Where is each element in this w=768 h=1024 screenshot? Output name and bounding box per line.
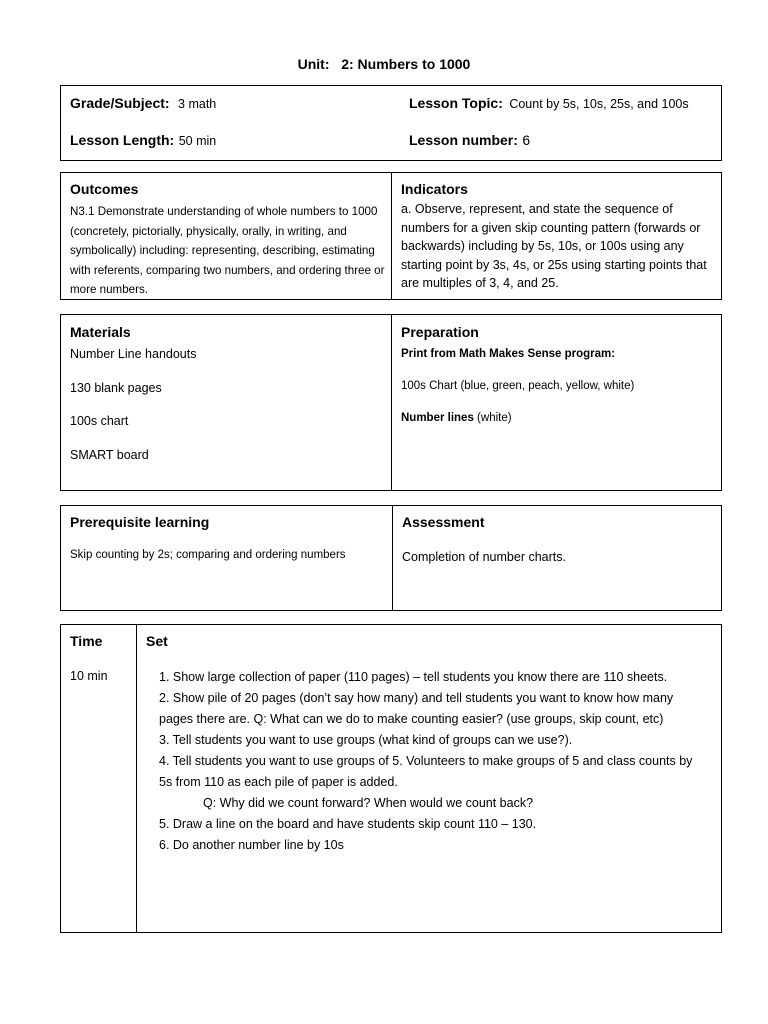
materials-item: 130 blank pages [70,381,162,395]
preparation-line-3-bold: Number lines [401,412,474,424]
set-steps [159,667,699,856]
set-step: 2. Show pile of 20 pages (don’t say how many) and tell students you want to know how many pages there are. Q: What can we do to make counting easier? (use groups, skip count, etc) [159,691,674,726]
time-value: 10 min [70,669,108,683]
grade-value: 3 math [178,97,217,111]
assessment-text: Completion of number charts. [402,550,566,564]
time-header: Time [70,633,103,649]
length-value: 50 min [178,134,217,148]
outcomes-indicators-box [60,172,722,300]
preparation-line-3-rest: (white) [473,412,512,424]
assessment-title: Assessment [402,514,485,530]
page-title [0,56,768,72]
set-header: Set [146,633,168,649]
materials-preparation-box [60,314,722,491]
preparation-title: Preparation [401,324,479,340]
set-step-question: Q: Why did we count forward? When would we count back? [203,796,534,810]
grade-label: Grade/Subject: [70,95,170,111]
set-step: 5. Draw a line on the board and have students skip count 110 – 130. [159,817,537,831]
materials-item: Number Line handouts [70,347,197,361]
set-step: 6. Do another number line by 10s [159,838,344,852]
unit-label: Unit: [297,56,330,72]
set-step: 3. Tell students you want to use groups (what kind of groups can we use?). [159,733,573,747]
indicators-title: Indicators [401,181,468,197]
unit-value: 2: Numbers to 1000 [341,56,471,72]
lesson-number-label: Lesson number: [409,132,518,148]
outcomes-title: Outcomes [70,181,139,197]
topic-value: Count by 5s, 10s, 25s, and 100s [509,97,689,111]
set-table [60,624,722,933]
prerequisite-assessment-box [60,505,722,611]
prerequisite-title: Prerequisite learning [70,514,210,530]
preparation-line-1: Print from Math Makes Sense program: [401,348,616,360]
materials-item: SMART board [70,448,149,462]
outcomes-text: N3.1 Demonstrate understanding of whole numbers to 1000 (concretely, pictorially, physically, orally, in writing, and symbolically) including: representing, describing, estimating with referents, comparing two numbers, and ordering three or more numbers. [70,205,385,296]
topic-label: Lesson Topic: [409,95,503,111]
preparation-line-2-text: 100s Chart (blue, green, peach, yellow, white) [401,380,635,392]
lesson-header-box [60,85,722,161]
set-step: 4. Tell students you want to use groups of 5. Volunteers to make groups of 5 and class counts by 5s from 110 as each pile of paper is added. [159,754,693,789]
indicators-text: a. Observe, represent, and state the sequence of numbers for a given skip counting pattern (forwards or backwards) including by 5s, 10s, or 100s using any starting point by 3s, 4s, or 25s using starting points that are multiples of 3, 4, and 25. [401,202,707,290]
preparation-line-2 [401,377,634,397]
materials-item: 100s chart [70,414,129,428]
set-step: 1. Show large collection of paper (110 pages) – tell students you know there are 110 sheets. [159,670,668,684]
length-label: Lesson Length: [70,132,175,148]
preparation-line-3 [401,409,512,429]
materials-title: Materials [70,324,131,340]
prerequisite-text: Skip counting by 2s; comparing and ordering numbers [70,549,346,561]
lesson-number-value: 6 [522,132,531,148]
